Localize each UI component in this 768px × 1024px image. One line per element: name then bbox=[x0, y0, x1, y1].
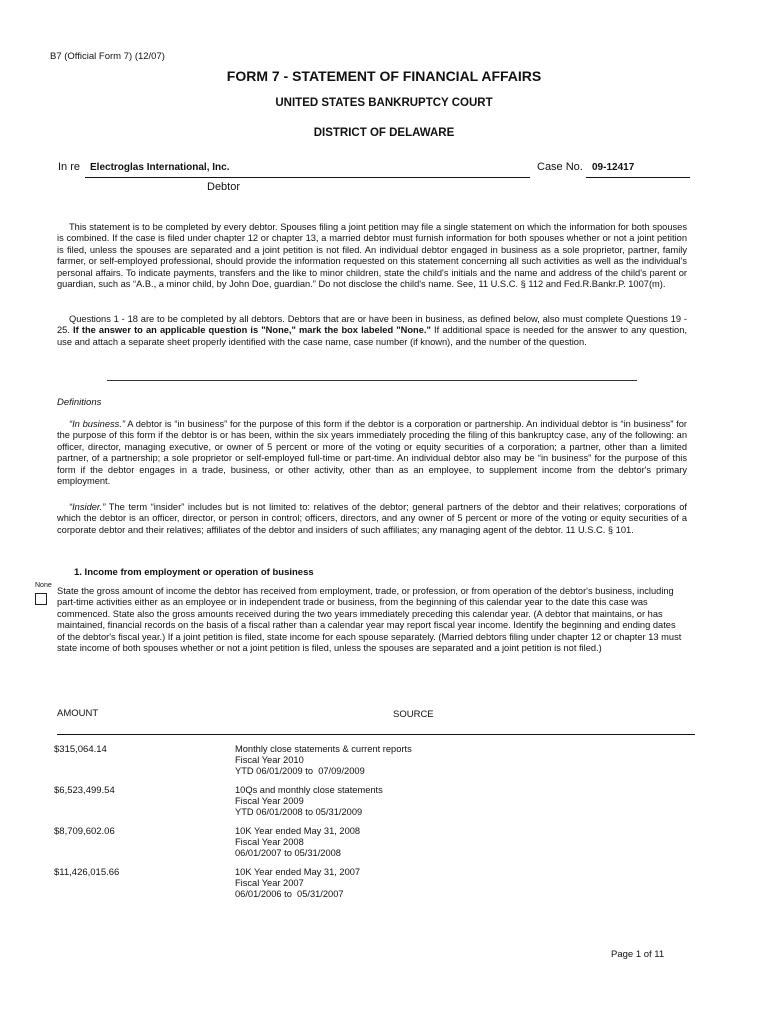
form-title: FORM 7 - STATEMENT OF FINANCIAL AFFAIRS bbox=[226, 68, 542, 84]
insider-definition bbox=[57, 502, 687, 536]
source-line: 06/01/2006 to 05/31/2007 bbox=[235, 888, 344, 899]
in-business-definition bbox=[57, 419, 687, 487]
questions-text-end: If additional space is needed for the answer to any question, use and attach a separate sheet properly identified with the case name, case number (if known), and the number of the question. bbox=[57, 325, 687, 347]
source-line: Fiscal Year 2007 bbox=[235, 877, 304, 888]
insider-term: “Insider.” bbox=[69, 502, 106, 512]
page-number: Page 1 of 11 bbox=[611, 949, 665, 960]
none-label: None bbox=[35, 582, 52, 589]
income-source bbox=[235, 826, 360, 858]
income-source bbox=[235, 867, 360, 899]
income-amount: $315,064.14 bbox=[54, 744, 107, 755]
section-1-instructions: State the gross amount of income the debtor has received from employment, trade, or profession, or from operation of the debtor's business, including part-time activities either as an employee or in independent trade or business, from the beginning of this calendar year to the date this case was commenced. State also the gross amounts received during the two years immediately preceding this calendar year. (A debtor that maintains, or has maintained, financial records on the basis of a fiscal rather than a calendar year may report fiscal year income. Identify the beginning and ending dates of the debtor's fiscal year.) If a joint petition is filed, state income for each spouse separately. (Married debtors filing under chapter 12 or chapter 13 must state income of both spouses whether or not a joint petition is filed, unless the spouses are separated and a joint petition is not filed.) bbox=[57, 586, 682, 654]
case-number-underline bbox=[586, 177, 690, 178]
instructions-paragraph: This statement is to be completed by every debtor. Spouses filing a joint petition may file a single statement on which the information for both spouses is combined. If the case is filed under chapter 12 or chapter 13, a married debtor must furnish information for both spouses whether or not a joint petition is filed, unless the spouses are separated and a joint petition is not filed. An individual debtor engaged in business as a sole proprietor, partner, family farmer, or self-employed professional, should provide the information requested on this statement concerning all such activities as well as the individual's personal affairs. To indicate payments, transfers and the like to minor children, state the child's initials and the name and address of the child's parent or guardian, such as “A.B., a minor child, by John Doe, guardian.” Do not disclose the child's name. See, 11 U.S.C. § 112 and Fed.R.Bankr.P. 1007(m). bbox=[57, 222, 687, 290]
case-number-label: Case No. bbox=[537, 161, 583, 173]
debtor-name-field: Electroglas International, Inc. bbox=[90, 162, 230, 173]
court-name: UNITED STATES BANKRUPTCY COURT bbox=[275, 97, 493, 109]
income-amount: $8,709,602.06 bbox=[54, 826, 115, 837]
income-row bbox=[0, 867, 768, 917]
income-amount: $11,426,015.66 bbox=[54, 867, 120, 878]
income-amount: $6,523,499.54 bbox=[54, 785, 115, 796]
case-number-field: 09-12417 bbox=[592, 162, 635, 173]
definitions-heading: Definitions bbox=[57, 397, 102, 408]
in-business-text: A debtor is “in business” for the purpose of this form if the debtor is a corporation or partnership. An individual debtor is “in business” for the purpose of this form if the debtor is or has been, within the six years immediately proceding the filing of this bankruptcy case, any of the following: an officer, director, managing executive, or owner of 5 percent or more of the voting or equity securities of a corporation; a partner, other than a limited partner, of a partnership; a sole proprietor or self-employed full-time or part-time. An individual debtor also may be “in business” for the purpose of this form if the debtor engages in a trade, business, or other activity, other than as an employee, to supplement income from the debtor's primary employment. bbox=[57, 419, 687, 487]
debtor-label: Debtor bbox=[207, 181, 241, 193]
table-header-rule bbox=[57, 734, 695, 735]
none-checkbox[interactable] bbox=[35, 593, 47, 605]
section-divider bbox=[107, 380, 637, 381]
section-1-title: 1. Income from employment or operation of business bbox=[74, 567, 314, 578]
income-source bbox=[235, 744, 412, 776]
source-line: 10K Year ended May 31, 2008 bbox=[235, 826, 361, 836]
district-name: DISTRICT OF DELAWARE bbox=[313, 127, 455, 139]
debtor-underline bbox=[85, 177, 530, 178]
source-column-header: SOURCE bbox=[393, 709, 434, 720]
source-line: 10Qs and monthly close statements bbox=[235, 785, 383, 795]
source-line: Monthly close statements & current reports bbox=[235, 744, 412, 754]
source-line: YTD 06/01/2009 to 07/09/2009 bbox=[235, 765, 365, 776]
questions-text-start: Questions 1 - 18 are to be completed by all debtors. Debtors that are or have been in business, as defined below, also must complete Questions 19 - 25. bbox=[57, 314, 687, 336]
source-line: Fiscal Year 2009 bbox=[235, 795, 304, 806]
in-re-label: In re bbox=[58, 161, 81, 173]
source-line: 06/01/2007 to 05/31/2008 bbox=[235, 847, 341, 858]
source-line: YTD 06/01/2008 to 05/31/2009 bbox=[235, 806, 363, 817]
amount-column-header: AMOUNT bbox=[57, 708, 99, 719]
source-line: 10K Year ended May 31, 2007 bbox=[235, 867, 361, 877]
income-source bbox=[235, 785, 383, 817]
in-business-term: “In business.” bbox=[69, 419, 125, 429]
insider-text: The term “insider” includes but is not limited to: relatives of the debtor; general partners of the debtor and their relatives; corporations of which the debtor is an officer, director, or person in control; officers, directors, and any owner of 5 percent or more of the voting or equity securities of a corporate debtor and their relatives; affiliates of the debtor and insiders of such affiliates; any managing agent of the debtor. 11 U.S.C. § 101. bbox=[57, 502, 687, 535]
source-line: Fiscal Year 2010 bbox=[235, 754, 304, 765]
form-code: B7 (Official Form 7) (12/07) bbox=[50, 51, 165, 62]
questions-paragraph bbox=[57, 314, 687, 348]
none-instruction: If the answer to an applicable question is "None," mark the box labeled "None." bbox=[73, 325, 431, 336]
source-line: Fiscal Year 2008 bbox=[235, 836, 304, 847]
